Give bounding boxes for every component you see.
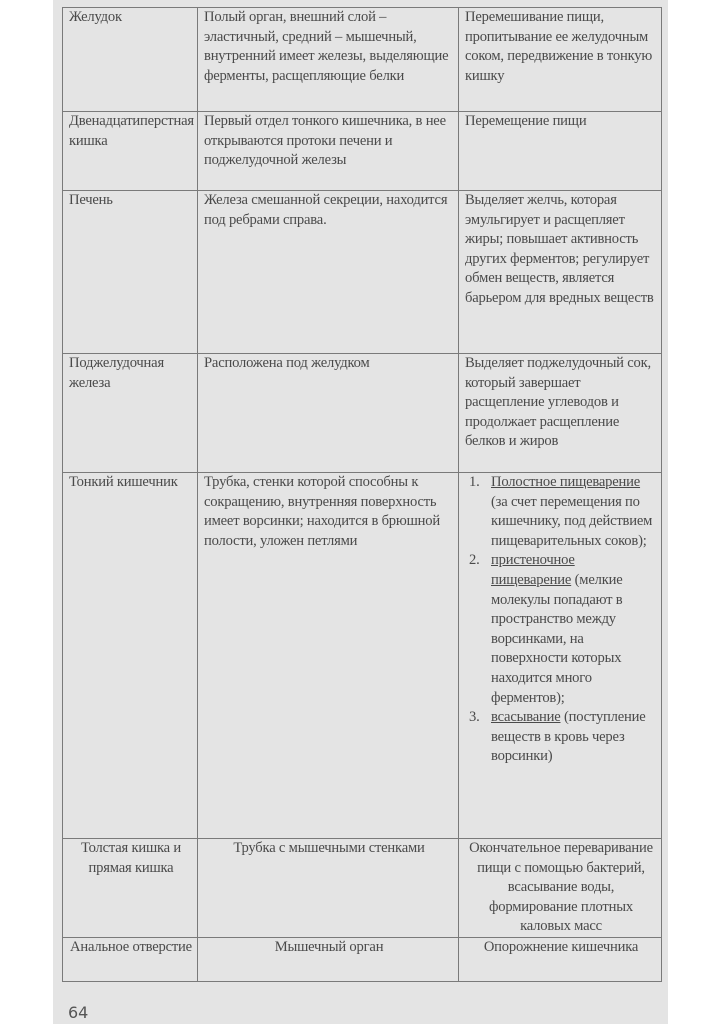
structure-cell: Полый орган, внешний слой – эластичный, средний – мышечный, внутренний имеет железы, выделяющие ферменты, расщепляющие белки [198,8,459,112]
structure-cell: Первый отдел тонкого кишечника, в нее открываются протоки печени и поджелудочной железы [198,112,459,191]
function-cell [459,473,662,839]
function-cell: Опорожнение кишечника [459,938,662,982]
organ-cell: Желудок [63,8,198,112]
digestive-organs-table [62,7,662,982]
page-number: 64 [68,1003,89,1022]
list-term: всасывание [491,709,561,726]
organ-cell: Двенадцатиперстная кишка [63,112,198,191]
function-cell: Перемешивание пищи, пропитывание ее желудочным соком, передвижение в тонкую кишку [459,8,662,112]
list-item [469,708,657,767]
function-cell: Окончательное переваривание пищи с помощью бактерий, всасывание воды, формирование плотных каловых масс [459,839,662,938]
list-item [469,551,657,708]
list-number: 1. [469,474,480,490]
list-term: пристеночное пищеварение [491,552,575,588]
organ-cell: Толстая кишка и прямая кишка [63,839,198,938]
list-term: Полостное пищеварение [491,474,641,490]
list-desc: (поступление веществ в кровь через ворсинки) [491,709,646,765]
function-cell: Перемещение пищи [459,112,662,191]
table-row [63,839,662,938]
organ-cell: Анальное отверстие [63,938,198,982]
table-row [63,354,662,473]
digestion-types-list [465,473,657,767]
list-item [469,473,657,551]
list-number: 3. [469,709,480,726]
organ-cell: Тонкий кишечник [63,473,198,839]
organ-cell: Печень [63,191,198,354]
table-row [63,473,662,839]
structure-cell: Железа смешанной секреции, находится под ребрами справа. [198,191,459,354]
list-number: 2. [469,552,480,569]
list-desc: (за счет перемещения по кишечнику, под действием пищеварительных соков); [491,493,653,549]
structure-cell: Расположена под желудком [198,354,459,473]
structure-cell: Трубка с мышечными стенками [198,839,459,938]
table-row [63,191,662,354]
structure-cell: Мышечный орган [198,938,459,982]
function-cell: Выделяет поджелудочный сок, который завершает расщепление углеводов и продолжает расщепление белков и жиров [459,354,662,473]
table-row [63,938,662,982]
structure-cell: Трубка, стенки которой способны к сокращению, внутренняя поверхность имеет ворсинки; находится в брюшной полости, уложен петлями [198,473,459,839]
organ-cell: Поджелудочная железа [63,354,198,473]
table-row [63,112,662,191]
function-cell: Выделяет желчь, которая эмульгирует и расщепляет жиры; повышает активность других ферментов; регулирует обмен веществ, является барьером для вредных веществ [459,191,662,354]
list-desc: (мелкие молекулы попадают в пространство между ворсинками, на поверхности которых находится много ферментов); [491,571,623,706]
table-row [63,8,662,112]
